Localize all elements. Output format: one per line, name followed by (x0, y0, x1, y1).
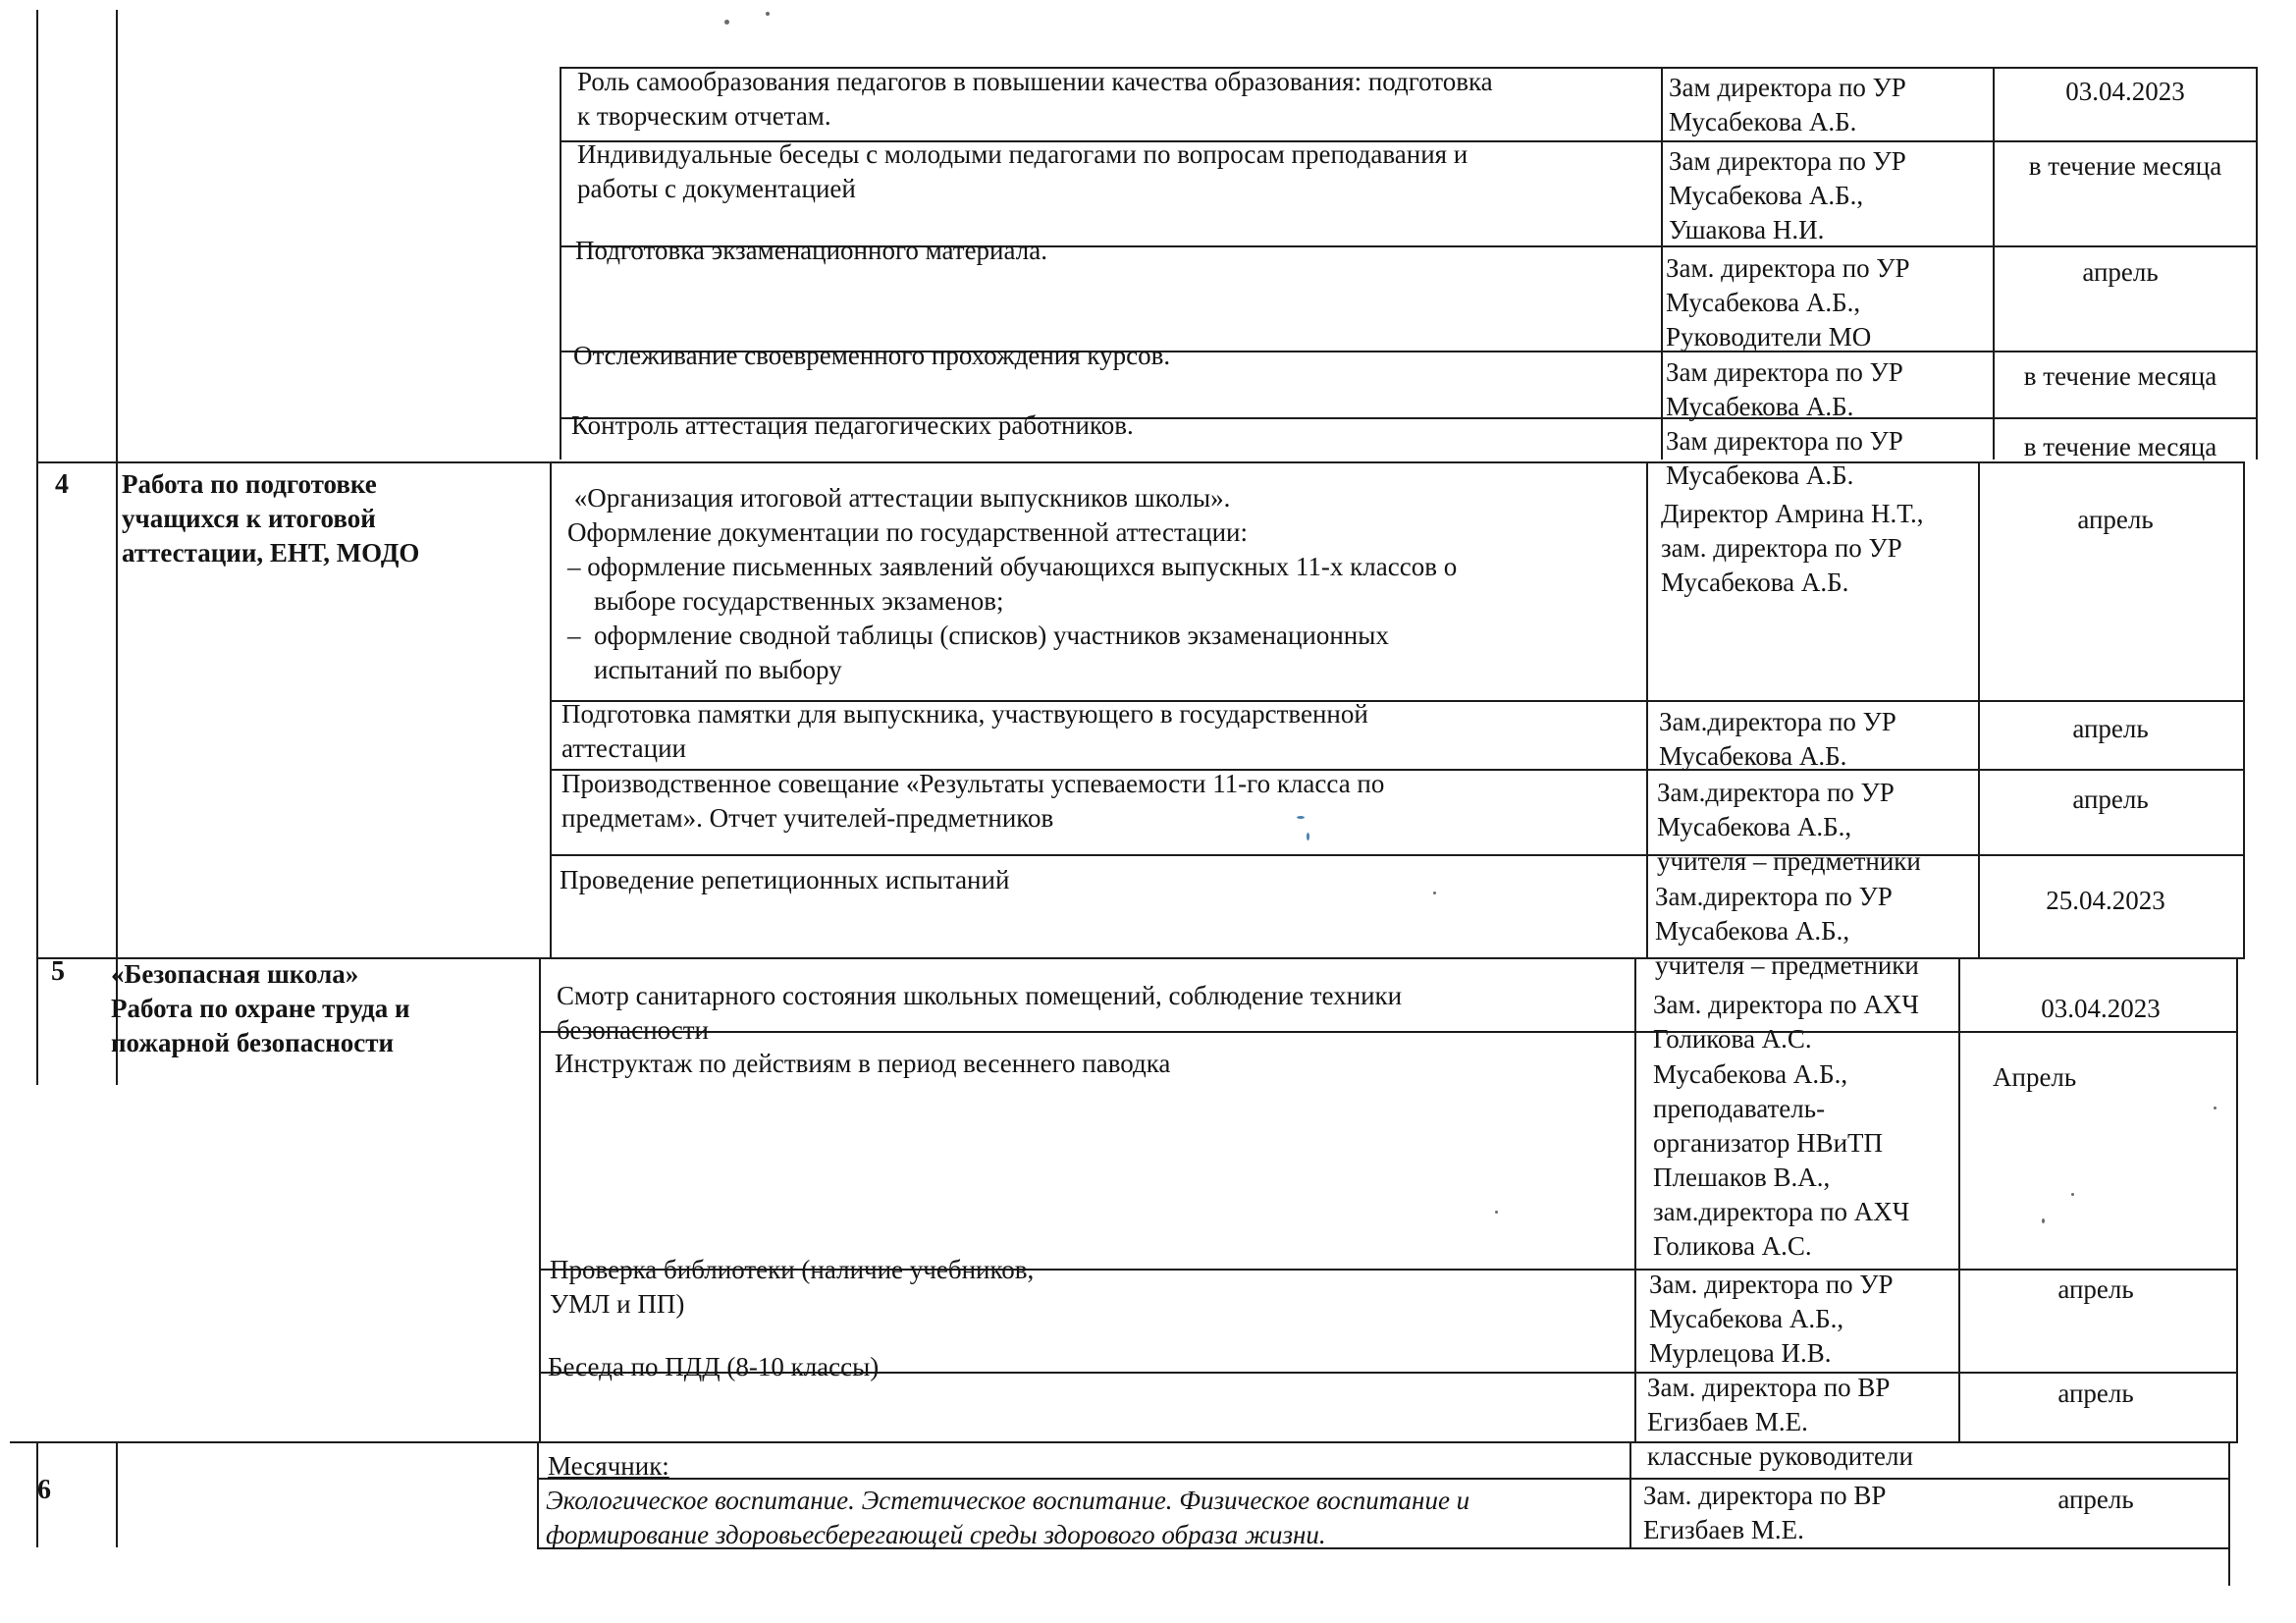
date-cell: в течение месяца (2023, 432, 2217, 461)
event-cell: Индивидуальные беседы с молодыми педагогами по вопросам преподавания и работы с документацией (577, 139, 1468, 203)
date-cell: в течение месяца (2023, 361, 2217, 391)
event-cell: Подготовка памятки для выпускника, участвующего в государственной аттестации (561, 699, 1368, 763)
section-title: «Безопасная школа» Работа по охране труда и пожарной безопасности (111, 959, 410, 1057)
date-cell: 03.04.2023 (2041, 994, 2161, 1023)
event-cell: Проведение репетиционных испытаний (560, 865, 1010, 894)
responsible-cell: Зам директора по УР Мусабекова А.Б. (1669, 73, 1906, 136)
responsible-cell: Зам директора по УР Мусабекова А.Б., Ушакова Н.И. (1669, 146, 1906, 244)
date-cell: Апрель (1993, 1062, 2077, 1092)
date-cell: 03.04.2023 (2065, 77, 2185, 106)
responsible-cell: Зам. директора по ВР Егизбаев М.Е. (1643, 1481, 1887, 1544)
date-cell: апрель (2077, 505, 2154, 534)
date-cell: апрель (2072, 714, 2149, 743)
date-cell: апрель (2082, 257, 2159, 287)
event-cell: Смотр санитарного состояния школьных помещений, соблюдение техники безопасности (557, 981, 1403, 1045)
event-cell: Производственное совещание «Результаты успеваемости 11-го класса по предметам». Отчет учителей-предметников (561, 769, 1385, 833)
responsible-cell: Зам. директора по АХЧ Голикова А.С. (1653, 990, 1919, 1054)
responsible-cell: Зам.директора по УР Мусабекова А.Б. (1659, 707, 1896, 771)
section-title: Работа по подготовке учащихся к итоговой аттестации, ЕНТ, МОДО (122, 469, 420, 568)
event-cell: «Организация итоговой аттестации выпускников школы». Оформление документации по государственной аттестации: – оформление письменных заявлений обучающихся выпускных 11-х классов о выборе государственных экзаменов; – оформление сводной таблицы (списков) участников экзаменационных испытаний по выбору (567, 483, 1458, 684)
event-cell: Отслеживание своевременного прохождения курсов. (573, 341, 1171, 370)
responsible-cell: Зам.директора по УР Мусабекова А.Б., учителя – предметники (1655, 882, 1919, 980)
responsible-cell: Мусабекова А.Б., преподаватель- организатор НВиТП Плешаков В.А., зам.директора по АХЧ Голикова А.С. (1653, 1059, 1910, 1261)
event-cell: Проверка библиотеки (наличие учебников, УМЛ и ПП) (550, 1255, 1035, 1319)
responsible-cell: Зам директора по УР Мусабекова А.Б. (1666, 357, 1903, 421)
responsible-cell: Зам. директора по УР Мусабекова А.Б., Мурлецова И.В. (1649, 1270, 1894, 1368)
row-number: 4 (55, 469, 69, 500)
event-cell: Подготовка экзаменационного материала. (575, 236, 1047, 265)
date-cell: апрель (2057, 1485, 2134, 1514)
responsible-cell: Зам.директора по УР Мусабекова А.Б., учителя – предметники (1657, 778, 1921, 876)
row-number: 6 (37, 1475, 51, 1505)
date-cell: апрель (2057, 1274, 2134, 1304)
date-cell: апрель (2072, 784, 2149, 814)
row-number: 5 (51, 956, 65, 987)
event-cell: Контроль аттестация педагогических работников. (571, 410, 1134, 440)
responsible-cell: Зам. директора по УР Мусабекова А.Б., Руководители МО (1666, 253, 1910, 352)
event-cell: Экологическое воспитание. Эстетическое воспитание. Физическое воспитание и формирование здоровьесберегающей среды здорового образа жизни. (546, 1486, 1470, 1549)
event-cell: Инструктаж по действиям в период весеннего паводка (555, 1049, 1171, 1078)
date-cell: 25.04.2023 (2046, 886, 2165, 915)
date-cell: апрель (2057, 1379, 2134, 1408)
responsible-cell: Директор Амрина Н.Т., зам. директора по УР Мусабекова А.Б. (1661, 499, 1924, 597)
event-cell: Беседа по ПДД (8-10 классы) (548, 1352, 880, 1381)
responsible-cell: Зам директора по УР Мусабекова А.Б. (1666, 426, 1903, 490)
event-heading: Месячник: (548, 1451, 669, 1481)
date-cell: в течение месяца (2028, 151, 2222, 181)
responsible-cell: Зам. директора по ВР Егизбаев М.Е. классные руководители (1647, 1373, 1913, 1471)
event-cell: Роль самообразования педагогов в повышении качества образования: подготовка к творческим отчетам. (577, 67, 1493, 131)
